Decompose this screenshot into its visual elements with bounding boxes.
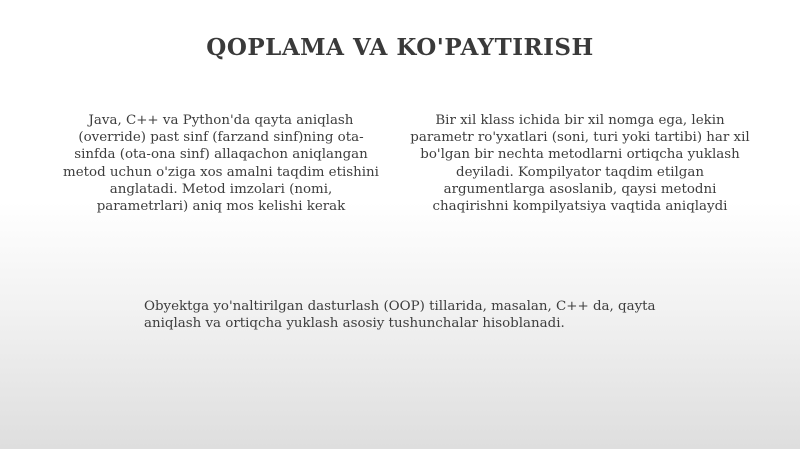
slide-title: QOPLAMA VA KO'PAYTIRISH (206, 34, 594, 61)
overload-description: Bir xil klass ichida bir xil nomga ega, lekin parametr ro'yxatlari (soni, turi yoki tartibi) har xil bo'lgan bir nechta metodlarni ortiqcha yuklash deyiladi. Kompilyator taqdim etilgan argumentlarga asoslanib, qaysi metodni chaqirishni kompilyatsiya vaqtida aniqlaydi (410, 113, 750, 215)
summary-text: Obyektga yo'naltirilgan dasturlash (OOP) tillarida, masalan, C++ da, qayta aniqlash va ortiqcha yuklash asosiy tushunchalar hisoblanadi. (144, 299, 656, 332)
override-description: Java, C++ va Python'da qayta aniqlash (override) past sinf (farzand sinf)ning ota-sinfda (ota-ona sinf) allaqachon aniqlangan metod uchun o'ziga xos amalni taqdim etishini anglatadi. Metod imzolari (nomi, parametrlari) aniq mos kelishi kerak (63, 113, 379, 215)
